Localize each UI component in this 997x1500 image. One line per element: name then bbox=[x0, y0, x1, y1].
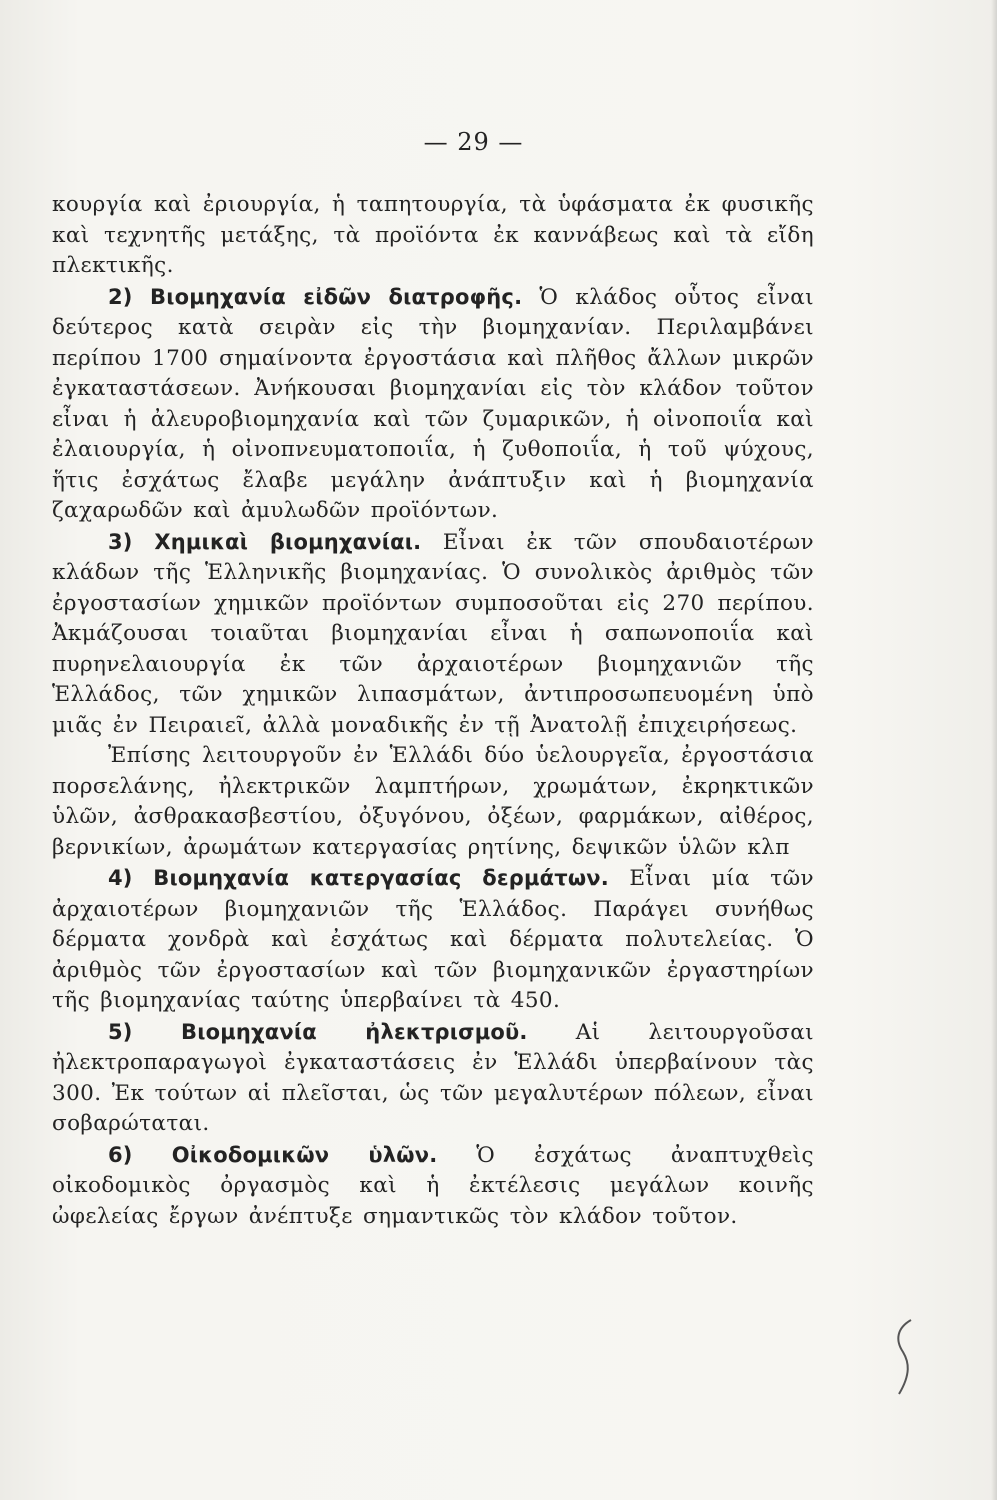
paragraph-7 bbox=[52, 1140, 814, 1233]
paragraph-5-text: Εἶναι μία τῶν ἀρχαιοτέρων βιομηχανιῶν τῆς Ἑλλάδος. Παράγει συνήθως δέρματα χονδρὰ καὶ ἐσχάτως καὶ δέρματα πολυτελείας. Ὁ ἀριθμὸς τῶν ἐργοστασίων καὶ τῶν βιομηχανικῶν ἐργαστηρίων τῆς βιομηχανίας ταύτης ὑπερβαίνει τὰ 450. bbox=[52, 866, 815, 1013]
paragraph-2 bbox=[52, 282, 814, 527]
body-text bbox=[52, 190, 814, 1232]
page-edge-shadow bbox=[991, 0, 997, 1500]
paragraph-1 bbox=[52, 190, 814, 282]
section-heading-electricity: 5) Βιομηχανία ἠλεκτρισμοῦ. bbox=[108, 1019, 528, 1044]
paragraph-5 bbox=[52, 863, 814, 1017]
paragraph-3-text: Εἶναι ἐκ τῶν σπουδαιοτέρων κλάδων τῆς Ἑλληνικῆς βιομηχανίας. Ὁ συνολικὸς ἀριθμὸς τῶν ἐργοστασίων χημικῶν προϊόντων συμποσοῦται εἰς 270 περίπου. Ἀκμάζουσαι τοιαῦται βιομηχανίαι εἶναι ἡ σαπωνοποιΐα καὶ πυρηνελαιουργία ἐκ τῶν ἀρχαιοτέρων βιομηχανιῶν τῆς Ἑλλάδος, τῶν χημικῶν λιπασμάτων, ἀντιπροσωπευομένη ὑπὸ μιᾶς ἐν Πειραιεῖ, ἀλλὰ μοναδικῆς ἐν τῇ Ἀνατολῇ ἐπιχειρήσεως. bbox=[52, 529, 814, 738]
page-number bbox=[0, 128, 997, 156]
section-heading-building: 6) Οἰκοδομικῶν ὑλῶν. bbox=[108, 1142, 438, 1167]
section-heading-chemical: 3) Χημικαὶ βιομηχανίαι. bbox=[108, 529, 422, 554]
paragraph-4-text: Ἐπίσης λειτουργοῦν ἐν Ἑλλάδι δύο ὑελουργεῖα, ἐργοστάσια πορσελάνης, ἠλεκτρικῶν λαμπτήρων, χρωμάτων, ἐκρηκτικῶν ὑλῶν, ἀσθρακασβεστίου, ὀξυγόνου, ὀξέων, φαρμάκων, αἰθέρος, βερνικίων, ἀρωμάτων κατεργασίας ρητίνης, δεψικῶν ὑλῶν κλπ bbox=[52, 743, 814, 860]
paragraph-6-text: Αἱ λειτουργοῦσαι ἠλεκτροπαραγωγοὶ ἐγκαταστάσεις ἐν Ἑλλάδι ὑπερβαίνουν τὰς 300. Ἐκ τούτων αἱ πλεῖσται, ὡς τῶν μεγαλυτέρων πόλεων, εἶναι σοβαρώταται. bbox=[52, 1019, 814, 1136]
paragraph-4 bbox=[52, 741, 814, 863]
section-heading-food: 2) Βιομηχανία εἰδῶν διατροφῆς. bbox=[108, 284, 523, 309]
paragraph-3 bbox=[52, 527, 814, 742]
paragraph-2-text: Ὁ κλάδος οὗτος εἶναι δεύτερος κατὰ σειρὰν εἰς τὴν βιομηχανίαν. Περιλαμβάνει περίπου 1700 σημαίνοντα ἐργοστάσια καὶ πλῆθος ἄλλων μικρῶν ἐγκαταστάσεων. Ἀνήκουσαι βιομηχανίαι εἰς τὸν κλάδον τοῦτον εἶναι ἡ ἀλευροβιομηχανία καὶ τῶν ζυμαρικῶν, ἡ οἰνοποιΐα καὶ ἐλαιουργία, ἡ οἰνοπνευματοποιΐα, ἡ ζυθοποιΐα, ἡ τοῦ ψύχους, ἥτις ἐσχάτως ἔλαβε μεγάλην ἀνάπτυξιν καὶ ἡ βιομηχανία ζαχαρωδῶν καὶ ἀμυλωδῶν προϊόντων. bbox=[52, 284, 814, 523]
paragraph-1-text: κουργία καὶ ἐριουργία, ἡ ταπητουργία, τὰ ὑφάσματα ἐκ φυσικῆς καὶ τεχνητῆς μετάξης, τὰ προϊόντα ἐκ καννάβεως καὶ τὰ εἴδη πλεκτικῆς. bbox=[52, 192, 814, 278]
section-heading-leather: 4) Βιομηχανία κατεργασίας δερμάτων. bbox=[108, 866, 609, 890]
paragraph-6 bbox=[52, 1017, 814, 1140]
paragraph-7-text: Ὁ ἐσχάτως ἀναπτυχθεὶς οἰκοδομικὸς ὀργασμὸς καὶ ἡ ἐκτέλεσις μεγάλων κοινῆς ὠφελείας ἔργων ἀνέπτυξε σημαντικῶς τὸν κλάδον τοῦτον. bbox=[52, 1142, 814, 1229]
margin-pencil-mark bbox=[889, 1318, 919, 1398]
page-number-text: — 29 — bbox=[423, 128, 524, 156]
